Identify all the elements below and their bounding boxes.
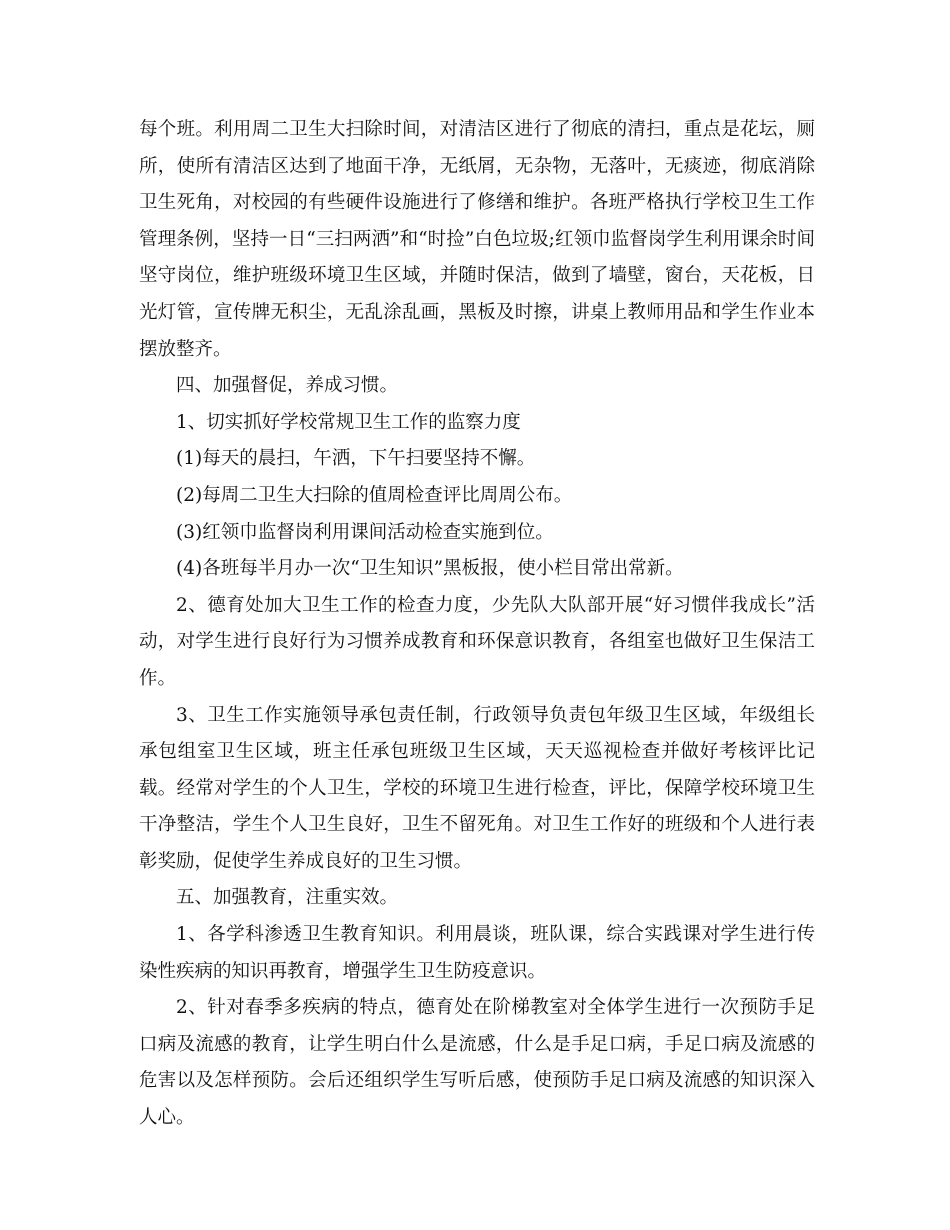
item-education-2: 2、针对春季多疾病的特点，德育处在阶梯教室对全体学生进行一次预防手足口病及流感的教育，让学生明白什么是流感，什么是手足口病，手足口病及流感的危害以及怎样预防。会后还组织学生写听后感，使预防手足口病及流感的知识深入人心。 <box>139 997 815 1129</box>
document-body <box>139 112 815 1137</box>
sub-item-4: (4)各班每半月办一次“卫生知识”黑板报，使小栏目常出常新。 <box>176 558 684 580</box>
sub-item-1: (1)每天的晨扫，午洒，下午扫要坚持不懈。 <box>176 448 536 470</box>
sub-item-3: (3)红领巾监督岗利用课间活动检查实施到位。 <box>176 521 554 543</box>
heading-supervision: 四、加强督促，养成习惯。 <box>176 375 399 397</box>
item-education-1: 1、各学科渗透卫生教育知识。利用晨谈，班队课，综合实践课对学生进行传染性疾病的知识再教育，增强学生卫生防疫意识。 <box>139 924 815 982</box>
item-supervision-3: 3、卫生工作实施领导承包责任制，行政领导负责包年级卫生区域，年级组长承包组室卫生区域，班主任承包班级卫生区域，天天巡视检查并做好考核评比记载。经常对学生的个人卫生，学校的环境卫生进行检查，评比，保障学校环境卫生干净整洁，学生个人卫生良好，卫生不留死角。对卫生工作好的班级和个人进行表彰奖励，促使学生养成良好的卫生习惯。 <box>139 704 815 872</box>
item-supervision-1: 1、切实抓好学校常规卫生工作的监察力度 <box>176 411 521 433</box>
heading-education: 五、加强教育，注重实效。 <box>176 887 399 909</box>
paragraph-cleaning-area: 每个班。利用周二卫生大扫除时间，对清洁区进行了彻底的清扫，重点是花坛，厕所，使所有清洁区达到了地面干净，无纸屑，无杂物，无落叶，无痰迹，彻底消除卫生死角，对校园的有些硬件设施进行了修缮和维护。各班严格执行学校卫生工作管理条例，坚持一日“三扫两洒”和“时捡”白色垃圾;红领巾监督岗学生利用课余时间坚守岗位，维护班级环境卫生区域，并随时保洁，做到了墙壁，窗台，天花板，日光灯管，宣传牌无积尘，无乱涂乱画，黑板及时擦，讲桌上教师用品和学生作业本摆放整齐。 <box>139 119 815 360</box>
item-supervision-2: 2、德育处加大卫生工作的检查力度，少先队大队部开展“好习惯伴我成长”活动，对学生进行良好行为习惯养成教育和环保意识教育，各组室也做好卫生保洁工作。 <box>139 594 815 689</box>
sub-item-2: (2)每周二卫生大扫除的值周检查评比周周公布。 <box>176 484 573 506</box>
